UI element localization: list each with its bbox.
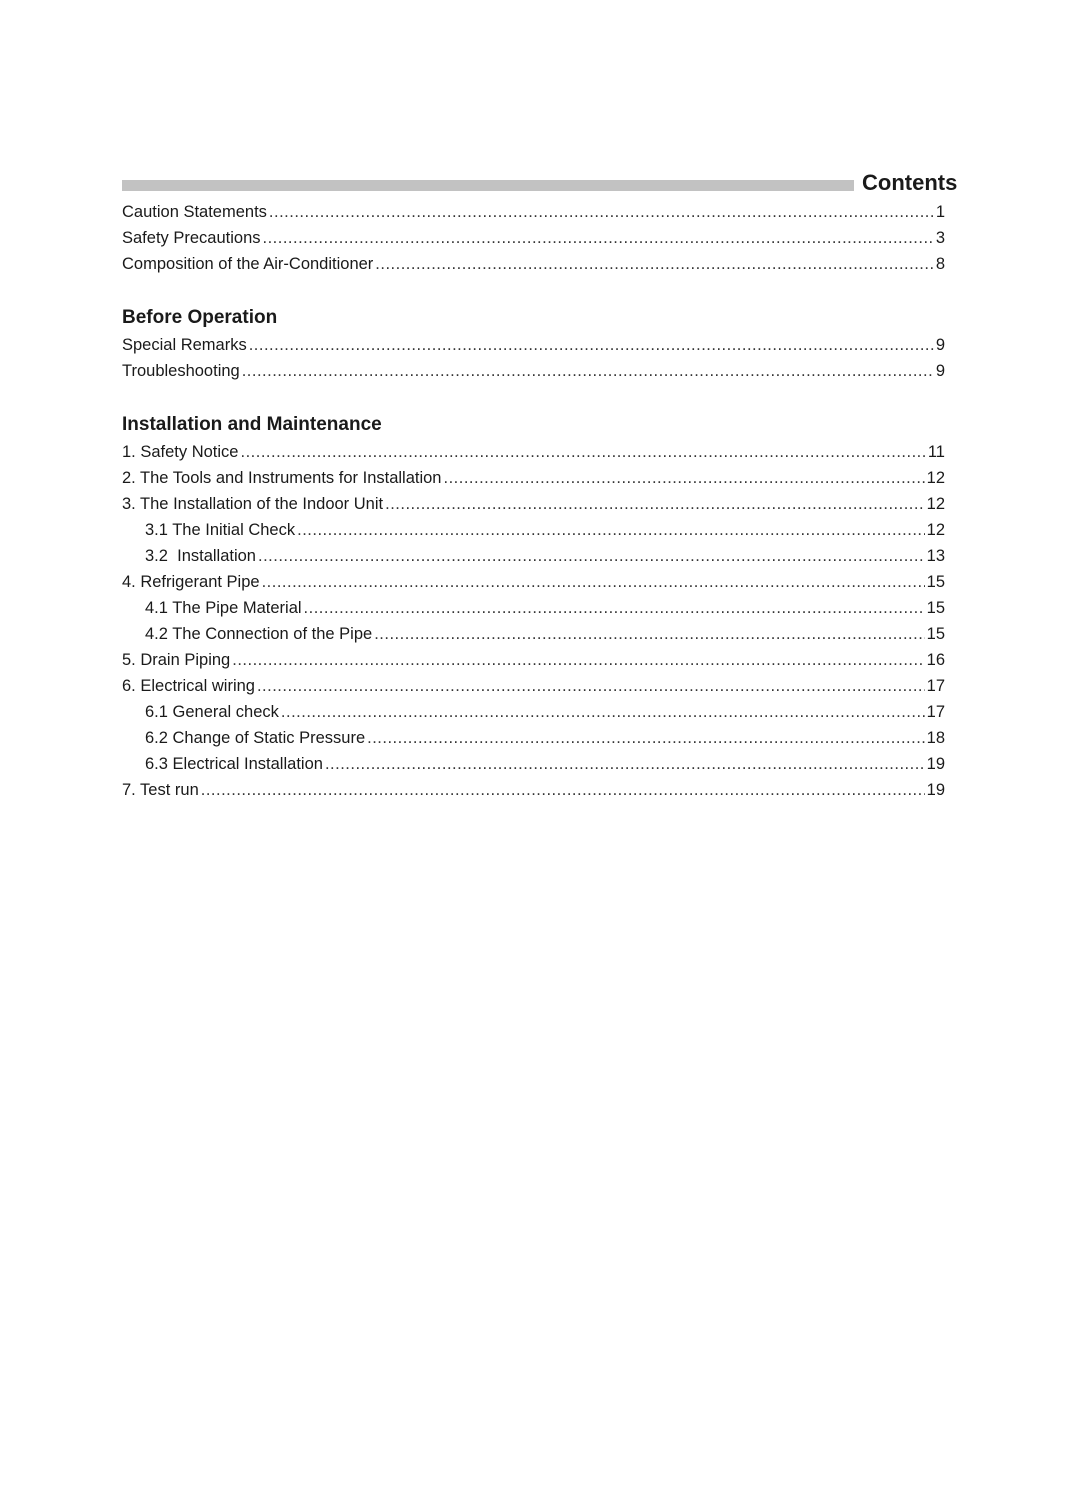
- page-title: Contents: [862, 170, 958, 195]
- toc-subentry[interactable]: [122, 595, 945, 621]
- toc-subentry[interactable]: [122, 699, 945, 725]
- toc-entry-label: 4. Refrigerant Pipe: [122, 573, 260, 591]
- toc-entry-label: 5. Drain Piping: [122, 651, 231, 669]
- toc-entry-label: 6.1 General check: [145, 703, 279, 721]
- dot-leader: [325, 751, 925, 777]
- toc-entry-page: 9: [935, 362, 945, 380]
- toc-entry[interactable]: [122, 777, 945, 803]
- toc-entry-page: 1: [935, 203, 945, 221]
- toc-entry-label: 4.2 The Connection of the Pipe: [145, 625, 373, 643]
- toc-entry-page: 15: [926, 625, 945, 643]
- dot-leader: [240, 439, 925, 465]
- dot-leader: [263, 225, 934, 251]
- toc-entry-page: 11: [927, 443, 945, 461]
- section-heading-before-operation: Before Operation: [122, 307, 278, 328]
- toc-subentry[interactable]: [122, 751, 945, 777]
- dot-leader: [242, 358, 934, 384]
- dot-leader: [262, 569, 925, 595]
- toc-entry-label: 2. The Tools and Instruments for Installation: [122, 469, 442, 487]
- toc-entry-label: Safety Precautions: [122, 229, 261, 247]
- toc-entry-page: 8: [935, 255, 945, 273]
- toc-entry-label: Caution Statements: [122, 203, 267, 221]
- toc-installation: [122, 439, 945, 803]
- dot-leader: [232, 647, 924, 673]
- toc-entry[interactable]: [122, 251, 945, 277]
- toc-entry[interactable]: [122, 332, 945, 358]
- dot-leader: [374, 621, 924, 647]
- toc-entry[interactable]: [122, 465, 945, 491]
- toc-entry-page: 18: [926, 729, 945, 747]
- toc-entry-label: 3. The Installation of the Indoor Unit: [122, 495, 384, 513]
- dot-leader: [367, 725, 925, 751]
- toc-entry-page: 17: [926, 703, 945, 721]
- dot-leader: [281, 699, 925, 725]
- dot-leader: [304, 595, 925, 621]
- toc-entry-page: 16: [926, 651, 945, 669]
- toc-entry-label: 7. Test run: [122, 781, 199, 799]
- toc-entry-label: 6. Electrical wiring: [122, 677, 255, 695]
- toc-entry-page: 12: [926, 469, 945, 487]
- toc-entry-label: 4.1 The Pipe Material: [145, 599, 302, 617]
- toc-entry[interactable]: [122, 569, 945, 595]
- toc-entry-label: Troubleshooting: [122, 362, 240, 380]
- toc-subentry[interactable]: [122, 543, 945, 569]
- dot-leader: [444, 465, 925, 491]
- toc-entry-page: 12: [926, 521, 945, 539]
- toc-entry[interactable]: [122, 199, 945, 225]
- toc-entry-page: 12: [926, 495, 945, 513]
- toc-entry[interactable]: [122, 673, 945, 699]
- toc-entry-label: Composition of the Air-Conditioner: [122, 255, 374, 273]
- toc-entry[interactable]: [122, 647, 945, 673]
- toc-entry-label: 3.2 Installation: [145, 547, 256, 565]
- dot-leader: [249, 332, 934, 358]
- toc-entry-page: 9: [935, 336, 945, 354]
- toc-subentry[interactable]: [122, 725, 945, 751]
- toc-entry[interactable]: [122, 439, 945, 465]
- toc-entry-label: 6.2 Change of Static Pressure: [145, 729, 366, 747]
- toc-subentry[interactable]: [122, 621, 945, 647]
- section-heading-installation: Installation and Maintenance: [122, 414, 382, 435]
- dot-leader: [269, 199, 934, 225]
- toc-entry-page: 15: [926, 573, 945, 591]
- toc-entry-label: 1. Safety Notice: [122, 443, 239, 461]
- dot-leader: [201, 777, 925, 803]
- toc-before-operation: [122, 332, 945, 384]
- toc-entry-label: Special Remarks: [122, 336, 247, 354]
- toc-entry-page: 19: [926, 781, 945, 799]
- dot-leader: [297, 517, 925, 543]
- toc-entry-page: 19: [926, 755, 945, 773]
- dot-leader: [258, 543, 925, 569]
- dot-leader: [257, 673, 925, 699]
- toc-entry[interactable]: [122, 491, 945, 517]
- header-bar: [122, 180, 854, 191]
- toc-entry-page: 17: [926, 677, 945, 695]
- toc-entry-label: 6.3 Electrical Installation: [145, 755, 323, 773]
- dot-leader: [385, 491, 925, 517]
- toc-entry-page: 13: [926, 547, 945, 565]
- toc-entry-page: 3: [935, 229, 945, 247]
- toc-entry[interactable]: [122, 358, 945, 384]
- toc-entry-page: 15: [926, 599, 945, 617]
- toc-entry[interactable]: [122, 225, 945, 251]
- toc-general: [122, 199, 945, 277]
- toc-subentry[interactable]: [122, 517, 945, 543]
- dot-leader: [375, 251, 934, 277]
- toc-entry-label: 3.1 The Initial Check: [145, 521, 296, 539]
